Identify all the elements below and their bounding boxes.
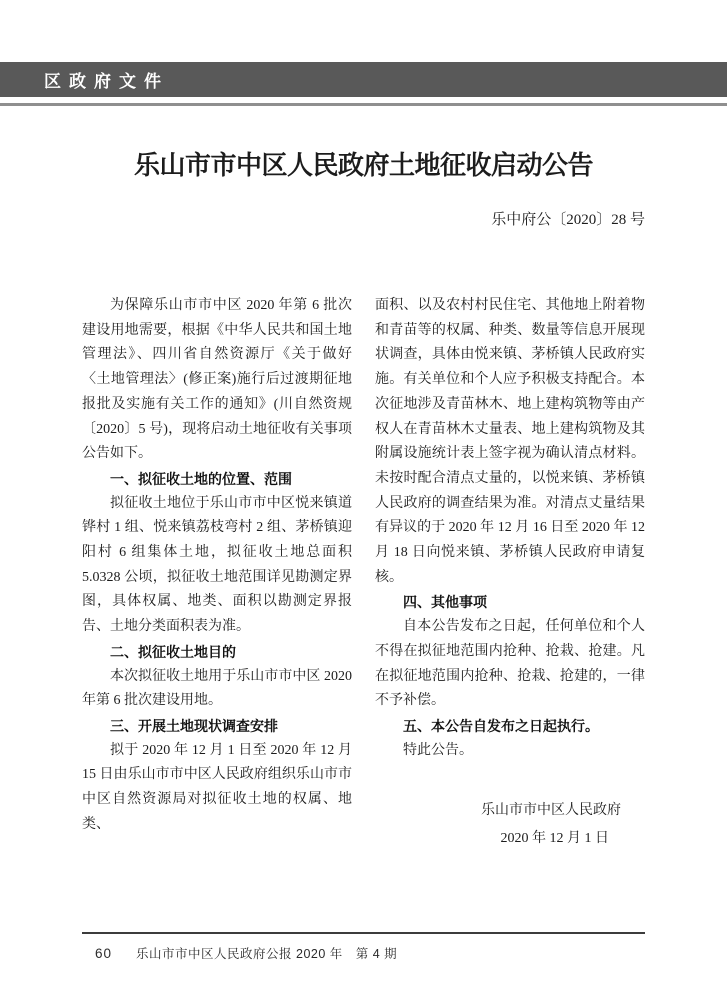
section-heading: 四、其他事项 [403,594,487,611]
publication-title: 乐山市市中区人民政府公报 2020 年 第 4 期 [136,947,398,961]
signature-date: 2020 年 12 月 1 日 [500,831,609,847]
section-heading: 五、本公告自发布之日起执行。 [403,717,599,734]
document-body [82,0,645,853]
banner-label: 区政府文件 [44,72,169,91]
body-paragraph: 本次拟征收土地用于乐山市市中区 2020 年第 6 批次建设用地。 [82,668,352,709]
right-column [375,294,645,853]
body-paragraph: 拟于 2020 年 12 月 1 日至 2020 年 12 月 15 日由乐山市市中区人民政府组织乐山市市中区自然资源局对拟征收土地的权属、地类、 [82,742,352,832]
left-column-blocks [82,294,352,837]
body-paragraph: 特此公告。 [403,742,473,758]
page-footer [82,932,645,962]
document-number: 乐中府公〔2020〕28 号 [491,212,645,228]
left-column [82,294,352,853]
right-column-blocks [375,294,645,763]
section-heading: 二、拟征收土地目的 [110,643,236,660]
body-paragraph: 自本公告发布之日起，任何单位和个人不得在拟征地范围内抢种、抢栽、抢建。凡在拟征地范围内抢种、抢栽、抢建的，一律不予补偿。 [375,619,645,709]
signature-authority: 乐山市市中区人民政府 [481,803,621,819]
page-number: 60 [95,946,113,961]
section-heading: 三、开展土地现状调查安排 [110,717,278,734]
document-title: 乐山市市中区人民政府土地征收启动公告 [133,151,593,180]
body-paragraph: 为保障乐山市市中区 2020 年第 6 批次建设用地需要，根据《中华人民共和国土地管理法》、四川省自然资源厅《关于做好〈土地管理法〉(修正案)施行后过渡期征地报批及实施有关工作的通知》(川自然资规〔2020〕5 号)，现将启动土地征收有关事项公告如下。 [82,298,352,462]
section-heading: 一、拟征收土地的位置、范围 [110,470,292,487]
signature-block [375,797,645,853]
two-column-text [82,294,645,853]
body-paragraph: 面积、以及农村村民住宅、其他地上附着物和青苗等的权属、种类、数量等信息开展现状调查，具体由悦来镇、茅桥镇人民政府实施。有关单位和个人应予积极支持配合。本次征地涉及青苗林木、地上建构筑物等由产权人在青苗林木丈量表、地上建构筑物及其附属设施统计表上签字视为确认清点材料。未按时配合清点丈量的，以悦来镇、茅桥镇人民政府的调查结果为准。对清点丈量结果有异议的于 2020 年 12 月 16 日至 2020 年 12 月 18 日向悦来镇、茅桥镇人民政府申请复核。 [375,298,645,585]
body-paragraph: 拟征收土地位于乐山市市中区悦来镇道铧村 1 组、悦来镇荔枝弯村 2 组、茅桥镇迎阳村 6 组集体土地，拟征收土地总面积 5.0328 公顷，拟征收土地范围详见勘测定界图，具体权属、地类、面积以勘测定界报告、土地分类面积表为准。 [82,495,352,635]
